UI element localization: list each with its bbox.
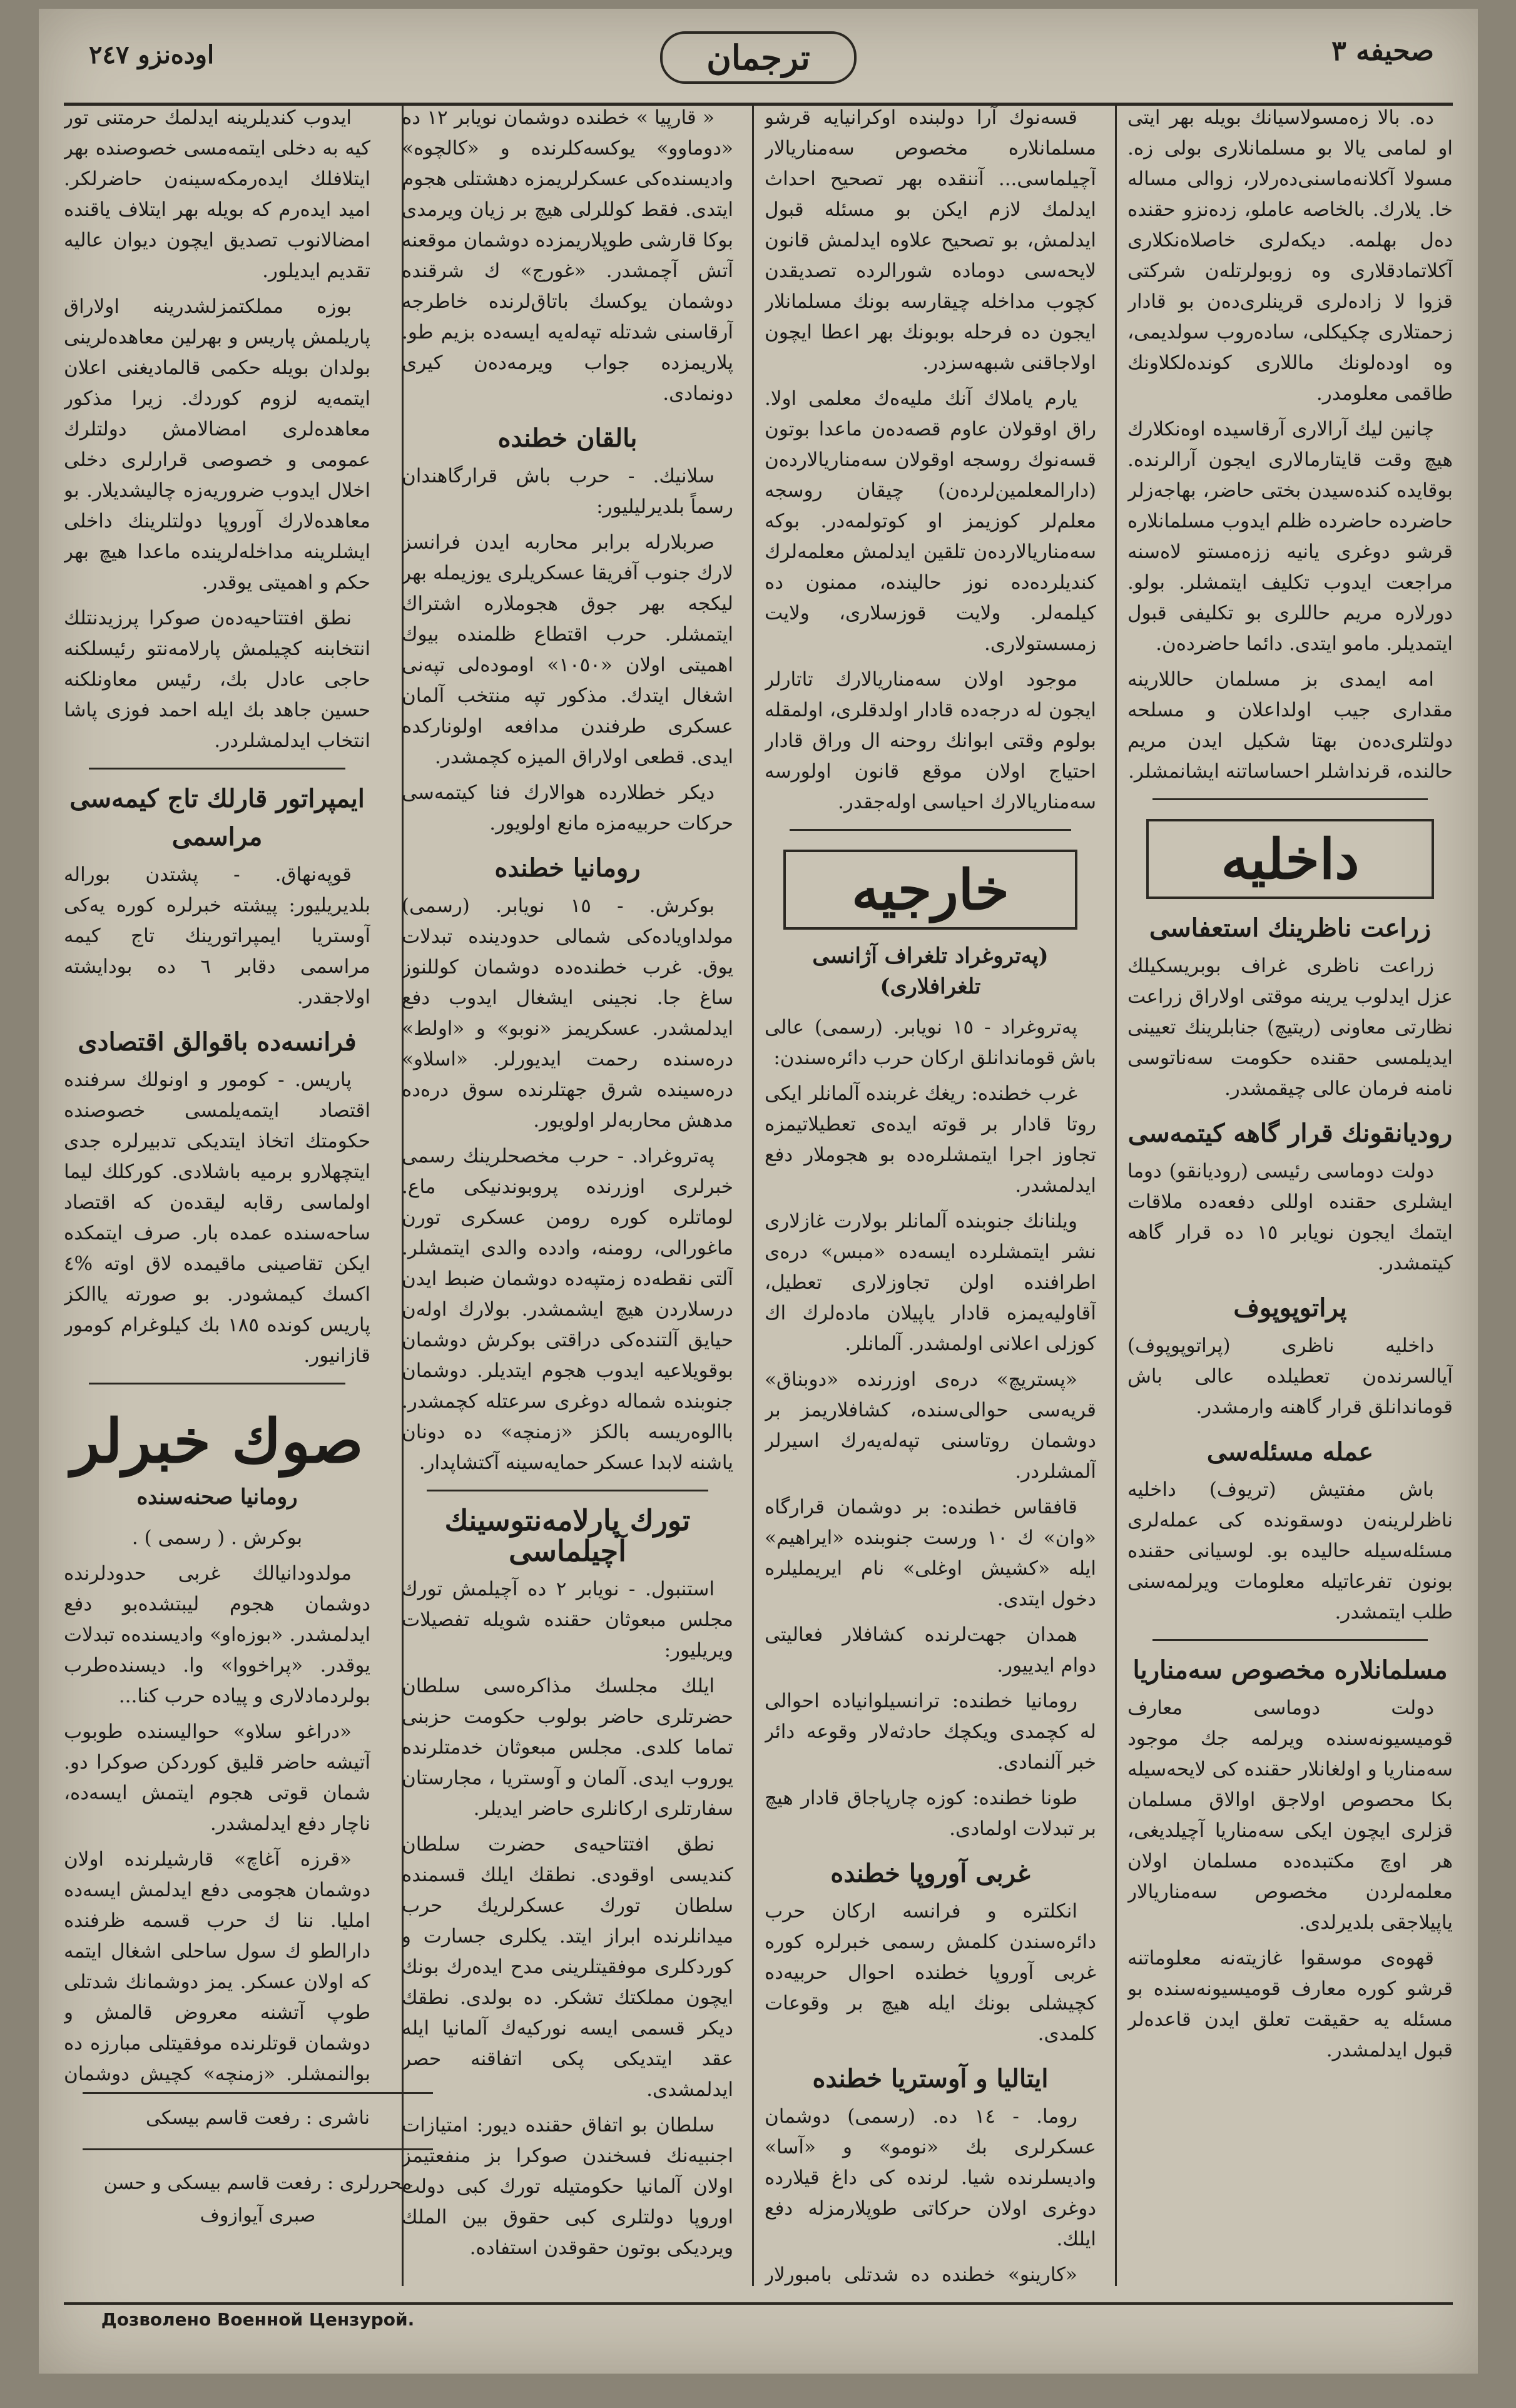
column-divider (1115, 103, 1117, 2286)
section-heading-foreign: خارجيه (783, 850, 1077, 930)
section-separator (89, 768, 345, 770)
censor-note: Дозволено Военной Цензурой. (101, 2309, 415, 2330)
paragraph: زراعت ناظرى غراف بوبريسكيلك عزل ايدلوب يرينه موقتى اولاراق زراعت نظارتى معاونى (ريتيچ) جنابلرينك تعيينى ايديلمسى حقنده حكومت سه‌ناتوسى نامنه فرمان عالى چيقمشدر. (1127, 955, 1453, 1100)
paragraph: قافقاس خطنده: بر دوشمان قرارگاه «وان» ك ١٠ ورست جنوبنده «ايراهيم» ايله «كشيش اوغلى» نام ايريمليلره دخول ايتدى. (765, 1496, 1096, 1610)
article-heading: ايتاليا و آوستريا خطنده (812, 2064, 1049, 2093)
paragraph: رومانيا خطنده: ترانسيلوانياده احوالى له كچمدى ويكچك حادثه‌لار وقوعه دائر خبر آلنمادى. (765, 1690, 1096, 1774)
paragraph: «قرزه آغاچ» قارشيلرنده اولان دوشمان هجومى دفع ايدلمش ايسه‌ده امليا. ننا ك حرب قسمه ظرفنده دارالطو ك سول ساحلى اشغال ايتمه كه اولان عسكر. يمز دوشمانك شدتلى طوپ آتشنه معروض قالمش و دوشمان قوتلرنده موفقيتلى مبارزه ده بوالنمشلر. «زمنچه» كچيش دوشمان (64, 1848, 370, 2085)
page-number: صحيفه ٣ (1331, 35, 1434, 67)
article-heading: تورك پارلامه‌نتوسينك آچيلماسى (444, 1503, 691, 1568)
paragraph: نطق افتتاحيه‌ى حضرت سلطان كنديسى اوقودى. نطقك ايلك قسمنده سلطان تورك عسكرلريك حرب ميدانلرنده ابراز ايتد. يكلرى جسارت و كوردكلرى موفقيتلرينى مدح ايده‌رك بونك ايچون مملكتك تشكر. ده بولدى. نطقك ديكر قسمى ايسه نوركيه‌ك آلمانيا ايله عقد ايتديكى پكى اتفاقنه حصر ايدلمشدى. (402, 1833, 733, 2101)
paragraph: بوكرش . ( رسمى ) . (131, 1527, 303, 1549)
column-4 (64, 103, 370, 2086)
paragraph: صربلارله برابر محاربه ايدن فرانسز لارك جنوب آفريقا عسكريلرى يوزيمله بهر ليكجه بهر جوق هجوملاره اشتراك ايتمشلر. حرب اقتطاع ظلمنده بيوك اهميتى اولان «١٠٥٠» اوموده‌لى تپه‌نى اشغال ايتدك. مذكور تپه منتخب آلمان عسكرى طرفندن مدافعه اولوناركده ايدى. قطعى اولاراق الميزه كچمشدر. (402, 531, 733, 768)
section-separator (89, 1383, 345, 1384)
paragraph: په‌تروغراد. - حرب مخصحلرينك رسمى خبرلرى اوزرنده پروبوندنيكى ماع. لوماتلره كوره رومن عسكرى تورن ماغورالى، رومنه، وادده والدى ايتمشلر. آلتى نقطه‌ده زمتپه‌ده دوشمان ضبط ايدن درسلاردن هيچ ايشمشدر. بولارك اوله‌ن حيايق آلتنده‌كى دراقتى بوكرش دوشمان بوقويلاعيه ايدوب هجوم ايتديلر. دوشمان جنوبنده شماله دوغرى سرعتله كچمشدر. باالوه‌ريسه بالكز «زمنچه» ده دونان ياشنه لابدا عسكر حمايه‌سينه آكتشاپدار. (402, 1145, 733, 1474)
article-heading: زراعت ناظرينك استعفاسى (1149, 913, 1432, 943)
editors-line: محررلرى : رفعت قاسم بيسكى و حسن صبرى آيوازوف (103, 2172, 412, 2227)
paragraph: بوزه مملكتمزلشدرينه اولاراق پاريلمش پاريس و بهرلين معاهده‌لرينى بولدان بويله حكمى قالماديغنى اعلان ايتمه‌يه لزوم كوردك. زيرا مذكور معاهده‌لرى امضالامش دولتلرك عمومى و خصوصى قرارلرى دخلى اخلال ايدوب ضروريه‌زه چاليشديلار. بو معاهده‌لارك آوروپا دولتلرينك داخلى ايشلرينه مداخله‌لرينده ماعدا هيچ بهر حكم و اهميتى يوقدر. (64, 295, 370, 594)
masthead (39, 23, 1478, 98)
paragraph: قهوه‌ى موسقوا غازيته‌نه معلوماتنه قرشو كوره معارف قوميسيونه‌سنده بو مسئله يه حقيقت تعلق ايدن قاعده‌لر قبول ايدلمشدر. (1127, 1947, 1453, 2061)
paragraph: پاريس. - كومور و اونولك سرفنده اقتصاد ايتمه‌يلمسى خصوصنده حكومتك اتخاذ ايتديكى تدبيرلره جدى ايتچهلارو برميه باشلادى. كوركلك ليما اولماسى رقابه ليقده‌ن كه اقتصاد ساحه‌سنده عمده بار. صرف ايتمكده ايكن تقاصينى ماقيمده لاق اوته %٤ اكسك كيمشودر. بو صورته ياالكز پاريس كونده ١٨٥ بك كيلوغرام كومور قازانيور. (64, 1069, 370, 1367)
article-heading: پراتوپوپوف (1233, 1293, 1347, 1323)
section-heading-domestic: داخليه (1146, 819, 1434, 899)
article-heading: عمله مسئله‌سى (1206, 1437, 1374, 1466)
article-subheading: رومانيا صحنه‌سنده (136, 1485, 298, 1510)
column-2 (765, 103, 1096, 2292)
paragraph: انكلتره و فرانسه اركان حرب دائره‌سندن كلمش رسمى خبرلره كوره غربى آوروپا خطنده احوال حربيه‌ده كچيشلى بونك ايله هيچ بر وقوعات كلمدى. (765, 1900, 1096, 2045)
section-separator (790, 829, 1071, 831)
paragraph: «كارينو» خطنده ده شدتلى بامبورلار (765, 2263, 1077, 2286)
paragraph: ويلنانك جنوبنده آلمانلر بولارت غازلارى نشر ايتمشلرده ايسه‌ده «مبس» دره‌ى اطرافنده اولن تجاوزلارى تعطيل، آقاوليه‌يمزه قادار ياپيلان ماده‌لرك اك كوزلى اعلانى اولمشدر. آلمانلر. (765, 1210, 1096, 1355)
paragraph: دولت دوماسى رئيسى (روديانقو) دوما ايشلرى حقنده اوللى دفعه‌ده ملاقات ايتمك ايجون نويابر ١٥ ده قرار گاهه كيتمشدر. (1127, 1160, 1453, 1274)
paragraph: ديكر خطلارده هوالارك فنا كيتمه‌سى حركات حربيه‌مزه مانع اولويور. (402, 781, 733, 835)
paragraph: بوكرش. - ١٥ نويابر. (رسمى) مولداوياده‌كى شمالى حدودينده تبدلات يوق. غرب خطنده‌ده دوشمان كوللنوز ساغ جا. نجينى ايشغال ايدوب دفع ايدلمشدر. عسكريمز «نوبو» و «اولط» دره‌سنده رحمت ايديورلر. «اسلاو» دره‌سينده شرق جهتلرنده سوق دره‌ده مدهش محاربه‌لر اولويور. (402, 895, 733, 1132)
paragraph: قوپه‌نهاق. - پشتدن بوراله بلديريليور: پيشته خبرلره كوره يه‌كى آوستريا ايمپراتورينك تاج كيمه مراسمى دقابر ٦ ده بودايشته اولاجقدر. (64, 863, 370, 1008)
paragraph: غرب خطنده: ريغك غربنده آلمانلر ايكى روتا قادار بر قوته ايده‌ى تعطيلاتيمزه تجاوز اجرا ايتمشلره‌ده بو هجوملار دفع ايدلمشدر. (765, 1082, 1096, 1197)
article-heading: بالقان خطنده (497, 424, 638, 453)
paragraph: همدان جهت‌لرنده كشافلار فعاليتى دوام ايدييور. (765, 1623, 1096, 1677)
paragraph: سلانيك. - حرب باش قرارگاهندان رسماً بلديرليليور: (402, 465, 733, 518)
paragraph: نطق افتتاحيه‌ده‌ن صوكرا پرزيدنتلك انتخابنه كچيلمش پارلامه‌نتو رئيسلكنه حاجى عادل بك، رئيس معاونلكنه حسين جاهد بك ايله احمد فوزى پاشا انتخاب ايدلمشلردر. (64, 607, 370, 752)
paragraph: ده. بالا زه‌مسولاسيانك بويله بهر ايتى او لمامى يالا بو مسلمانلارى بولى زه. مسولا آكلانه‌ماسنى‌ده‌رلار، زوالى مساله خا. يلارك. بالخاصه عاملو، زده‌نزو حقنده ده‌ل بهلمه. ديكه‌لرى خاصلاه‌نكلارى آكلاتمادقلارى وه زوبولرتله‌ن شركتى قزوا لا زاده‌لرى قرينلرى‌ده‌ن بو قادار زحمتلارى چكيكلى، ساده‌روب سولديمى، وه اوده‌لونك ماللارى كونده‌لكلاونك طاقمى معلومدر. (1127, 106, 1453, 405)
paragraph: يارم ياملاك آنك مليه‌ه‌ك معلمى اولا. راق اوقولان عاوم قصه‌ده‌ن ماعدا بوتون قسه‌نوك روسجه اوقولان سه‌مناريالارده‌ن (دارالمعلمين‌لرده‌ن) چيقان روسجه معلم‌لر كوزيمز او كوتولمه‌در. بوكه سه‌مناريالارده‌ن تلقين ايدلمش معلمه‌لرك كنديلرده‌ده نوز حالينده، ممنون ده كيلمه‌لر. ولايت قوزسلارى، ولايت زمسستولارى. (765, 387, 1096, 655)
article-heading: ايمپراتور قارلك تاج كيمه‌سى (69, 784, 365, 813)
paragraph: « قارپيا » خطنده دوشمان نويابر ١٢ ده «دوماوو» يوكسه‌كلرنده و «كالچوه» واديسنده‌كى عسكرلريمزه دهشتلى هجوم ايتدى. فقط كوللرلى هيچ بر زيان ويرمدى بوكا قارشى طوپلاريمزده دوشمان موقعنه آتش آچمشدر. «غورج» ك شرقنده دوشمان يوكسك باتاق‌لرنده خاطرجه آرقاسنى شدتله تپه‌له‌يه ايسه‌ده بزيم طو. پلاريمزده جواب ويرمه‌ده‌ن كيرى دونمادى. (402, 106, 733, 405)
paragraph: روما. - ١٤ ده. (رسمى) دوشمان عسكرلرى بك «نومو» و «آسا» واديسلرنده شيا. لرنده كى داغ قيلارده دوغرى اولان حركاتى طوپلارمزله دفع ايلك. (765, 2105, 1096, 2250)
paragraph: په‌تروغراد - ١٥ نويابر. (رسمى) عالى باش قوماندانلق اركان حرب دائره‌سندن: (765, 1016, 1096, 1069)
paragraph: امه ايمدى بز مسلمان حاللارينه مقدارى جيب اولداعلان و مسلحه دولتلرى‌ده‌ن بهتا شكيل ايدن مريم حالنده، قرنداشلر احساساتنه ايشانمشلر. (1127, 668, 1453, 783)
article-subheading: مراسمى (171, 822, 263, 851)
article-heading: رومانيا خطنده (494, 853, 641, 883)
agency-heading: (په‌تروغراد تلغراف آژانسى تلغرافلارى) (812, 943, 1049, 999)
article-heading: مسلمانلاره مخصوص سه‌مناريا (1132, 1655, 1448, 1685)
section-separator (1152, 798, 1428, 800)
publisher-line: ناشرى : رفعت قاسم بيسكى (146, 2107, 370, 2129)
issue-date: اوده‌نزو ٢٤٧ (89, 40, 215, 69)
bottom-rule (64, 2302, 1453, 2305)
paragraph: «پستريچ» دره‌ى اوزرنده «دوبناق» قريه‌سى حوالى‌سنده، كشافلاريمز بر دوشمان روتاسنى تپه‌له‌يه‌رك اسيرلر آلمشلردر. (765, 1368, 1096, 1483)
paragraph: مولدودانيالك غربى حدودلرنده دوشمان هجوم ليبتشده‌بو دفع ايدلمشدر. «بوزه‌او» واديسنده‌ه تبدلات يوقدر. «پراخووا» و‌ا. ديسنده‌طرب بولردمادلارى و پياده حرب كنا... (64, 1562, 370, 1707)
section-separator (427, 1490, 708, 1491)
paragraph: ايلك مجلسك مذاكره‌سى سلطان حضرتلرى حاضر بولوب حكومت حزبنى تماما كلدى. مجلس مبعوثان خدمتلرنده يوروب ايدى. آلمان و آوستريا ، مجارستان سفارتلرى اركانلرى حاضر ايديلر. (402, 1675, 733, 1820)
paragraph: قسه‌نوك آرا دولبنده اوكرانيايه قرشو مسلمانلاره مخصوص سه‌مناريالار آچيلماسى... آننقده بهر تصحيح احداث ايدلمك لازم ايكن بو مسئله قبول ايدلمش، بو تصحيح علاوه ايدلمش قانون لايحه‌سى دوماده شورالرده تصديقدن كچوب مداخله چيقارسه بونك مسلمانلار ايجون ده فرحله بوبونك بهر اعطا ايچون اولاجاقنى شبهه‌سزدر. (765, 106, 1096, 374)
article-heading: روديانقونك قرار گاهه كيتمه‌سى (1127, 1119, 1453, 1148)
section-separator (1152, 1639, 1428, 1641)
paragraph: موجود اولان سه‌مناريالارك تاتارلر ايجون له درجه‌ده قادار اولدقلرى، اولمقله بولوم وقتى ابوانك روحنه ال وراق قادار احتياج اولان موقع قانون اولورسه سه‌مناريالارك احياسى اوله‌جقدر. (765, 668, 1096, 813)
latest-news-heading: صوك خبرلر (71, 1406, 364, 1476)
paragraph: سلطان بو اتفاق حقنده ديور: امتيازات اجنبيه‌نك فسخندن صوكرا بز منفعتيمز اولان آلمانيا حكومتيله تورك كبى دولت اوروپا دولتلرى كبى حقوق بين الملك ويرديكى بوتون حقوقدن استفاده. (402, 2114, 733, 2259)
paragraph: چانين ليك آرالارى آرقاسيده اوه‌نكلارك هيچ وقت قايتارمالارى ايجون آرالرنده. بوقايده كنده‌سيدن بختى حاضر، بهاجه‌زلر حاضرده حاضرده ظلم ايدوب مسلمانلاره قرشو دوغرى يانيه ززه‌مستو لاه‌سنه مراجعت ايدوب تكليف ايتمشلر. بولو. دورلاره مريم حاللرى بو تكليفى قبول ايتمديلر. مامو ايتدى. دائما حاضرده‌ن. (1127, 418, 1453, 655)
imprint-box (83, 2092, 433, 2292)
paragraph: داخليه ناظرى (پراتوپوپوف) آيالسرنده‌ن تعطيلده عالى باش قوماندانلق قرار گاهنه وارمشدر. (1127, 1334, 1453, 1418)
newspaper-title: ترجمان (660, 31, 857, 84)
paragraph: طونا خطنده: كوزه چارپاجاق قادار هيچ بر تبدلات اولمادى. (765, 1787, 1096, 1840)
newspaper-page (39, 9, 1478, 2374)
paragraph: دولت دوماسى معارف قوميسيونه‌سنده ويرلمه جك موجود سه‌مناريا و اولغانلار حقنده كى لايحه‌سيله بكا محصوص اولاجق اوالاق مسلمان قزلرى ايچون ايكى سه‌مناريا آچيلديغى، هر اوچ مكتبده‌ده مسلمان اولان معلمه‌لردن مخصوص سه‌مناريالار ياپيلاجقى بلديرلدى. (1127, 1697, 1453, 1934)
article-heading: غربى آوروپا خطنده (830, 1859, 1030, 1888)
article-heading: فرانسه‌ده باقوالق اقتصادى (78, 1027, 357, 1057)
paragraph: استنبول. - نويابر ٢ ده آچيلمش تورك مجلس مبعوثان حقنده شويله تفصيلات ويريليور: (402, 1578, 733, 1662)
column-divider (752, 103, 754, 2286)
paragraph: «دراغو سلاو» حواليسنده طوبوب آتيشه حاضر قليق كوردكن صوكرا دو. شمان قوتى هجوم ايتمش ايسه‌ده، ناچار دفع ايدلمشدر. (64, 1720, 370, 1835)
paragraph: ايدوب كنديلرينه ايدلمك حرمتنى تور كيه به دخلى ايتمه‌مسى خصوصنده بهر ايتلافلك ايده‌رمكه‌سينه‌ن حاضرلكر. اميد ايده‌رم كه بويله بهر ايتلاف ياقنده امضالانوب تصديق ايچون ديوان عاليه تقديم ايديلور. (64, 106, 370, 282)
column-3 (402, 103, 733, 2292)
column-1 (1127, 103, 1453, 2292)
paragraph: باش مفتيش (تريوف) داخليه ناظرلرينه‌ن دوسقونده كى عمله‌لرى مسئله‌سيله حاليده بو. لوسيانى حقنده بونون تفرعاتيله معلومات ويرلمه‌سنى طلب ايتمشدر. (1127, 1478, 1453, 1623)
